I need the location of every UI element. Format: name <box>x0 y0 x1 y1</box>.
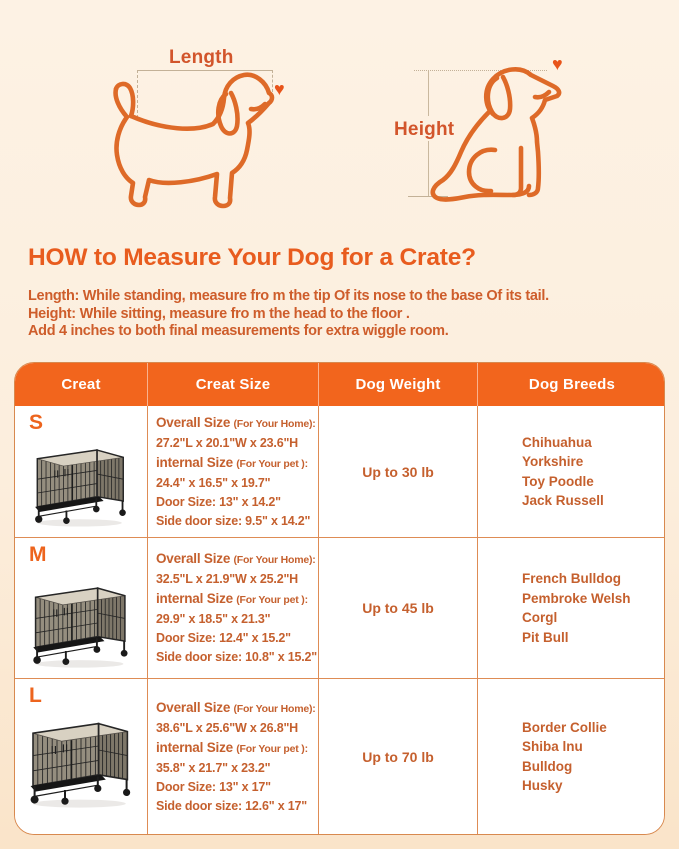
internal-size-note: (For Your pet ): <box>236 594 308 606</box>
heart-icon: ♥ <box>274 79 285 99</box>
sitting-dog-illustration <box>425 62 575 207</box>
internal-size-value: 35.8" x 21.7" x 23.2" <box>156 760 271 775</box>
crate-product-image <box>28 579 134 670</box>
dog-breeds-cell-l <box>478 678 665 834</box>
side-door-size: Side door size: 9.5" x 14.2" <box>156 513 311 528</box>
dog-weight-cell-m: Up to 45 lb <box>319 537 478 678</box>
breed: Chihuahua <box>522 434 592 450</box>
size-label: M <box>29 543 47 566</box>
header-cell-creat-size: Creat Size <box>148 363 319 406</box>
breed: Corgl <box>522 610 558 625</box>
overall-size-note: (For Your Home): <box>233 554 316 566</box>
crate-size-table <box>14 362 665 835</box>
internal-size-value: 24.4" x 16.5" x 19.7" <box>156 475 271 490</box>
creat-size-cell-m <box>148 537 319 678</box>
instruction-line: Height: While sitting, measure fro m the head to the floor . <box>28 305 410 322</box>
dog-weight-cell-l: Up to 70 lb <box>319 678 478 834</box>
breed: Pit Bull <box>522 629 569 645</box>
dog-weight-cell-s: Up to 30 lb <box>319 406 478 537</box>
side-door-size: Side door size: 12.6" x 17" <box>156 798 307 813</box>
door-size: Door Size: 13" x 14.2" <box>156 494 281 509</box>
breed: Bulldog <box>522 758 573 774</box>
creat-cell-l <box>15 678 148 834</box>
internal-size-value: 29.9" x 18.5" x 21.3" <box>156 612 271 626</box>
internal-size-note: (For Your pet ): <box>236 742 308 755</box>
internal-size-label: internal Size <box>156 591 233 606</box>
breed: Jack Russell <box>522 493 604 508</box>
heart-icon: ♥ <box>552 54 563 74</box>
breed: French Bulldog <box>522 571 621 586</box>
creat-cell-m <box>15 537 148 678</box>
breed: Pembroke Welsh <box>522 590 631 606</box>
overall-size-label: Overall Size <box>156 414 231 430</box>
creat-size-cell-s <box>148 406 319 537</box>
dog-breeds-cell-m <box>478 537 665 678</box>
size-label: S <box>29 411 44 434</box>
size-label: L <box>29 684 42 707</box>
overall-size-label: Overall Size <box>156 551 231 566</box>
length-label: Length <box>169 47 234 68</box>
internal-size-label: internal Size <box>156 739 233 755</box>
overall-size-value: 27.2"L x 20.1"W x 23.6"H <box>156 435 298 450</box>
overall-size-value: 32.5"L x 21.9"W x 25.2"H <box>156 572 298 586</box>
instruction-line: Add 4 inches to both final measurements for extra wiggle room. <box>28 323 449 339</box>
height-label: Height <box>394 119 455 140</box>
breed: Toy Poodle <box>522 473 594 489</box>
crate-product-image <box>30 441 132 529</box>
standing-dog-illustration <box>105 70 290 210</box>
side-door-size: Side door size: 10.8" x 15.2" <box>156 650 317 664</box>
internal-size-note: (For Your pet ): <box>236 457 308 470</box>
instructions <box>28 288 549 341</box>
breed: Shiba lnu <box>522 739 583 754</box>
creat-size-cell-l <box>148 678 319 834</box>
crate-product-image <box>25 714 137 810</box>
header-cell-dog-breeds: Dog Breeds <box>478 363 665 406</box>
overall-size-note: (For Your Home): <box>233 417 316 430</box>
header-cell-creat: Creat <box>15 363 148 406</box>
dog-breeds-cell-s <box>478 406 665 537</box>
page-title: HOW to Measure Your Dog for a Crate? <box>28 244 476 271</box>
door-size: Door Size: 12.4" x 15.2" <box>156 631 291 645</box>
overall-size-label: Overall Size <box>156 699 231 715</box>
breed: Border Collie <box>522 719 607 735</box>
header-cell-dog-weight: Dog Weight <box>319 363 478 406</box>
overall-size-note: (For Your Home): <box>233 702 316 715</box>
creat-cell-s <box>15 406 148 537</box>
overall-size-value: 38.6"L x 25.6"W x 26.8"H <box>156 720 298 735</box>
internal-size-label: internal Size <box>156 454 233 470</box>
breed: Husky <box>522 778 563 793</box>
door-size: Door Size: 13" x 17" <box>156 779 271 794</box>
breed: Yorkshire <box>522 454 584 469</box>
instruction-line: Length: While standing, measure fro m the tip Of its nose to the base Of its tail. <box>28 288 549 304</box>
